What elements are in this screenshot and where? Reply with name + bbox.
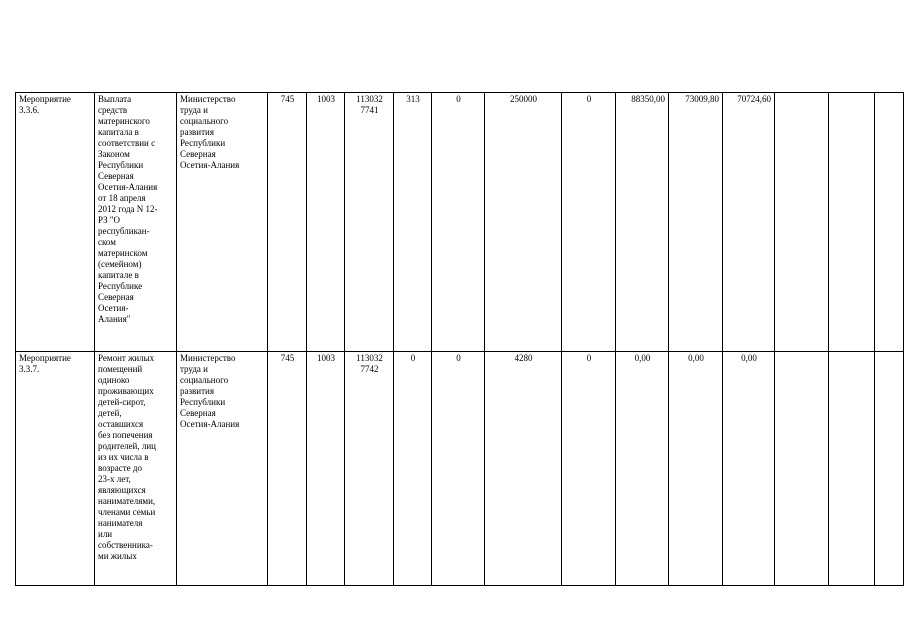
csr-cell: 113032 7741: [345, 93, 394, 352]
table-row: [16, 352, 904, 586]
budget-table: [15, 92, 904, 586]
rzpr-cell: 1003: [307, 93, 345, 352]
grbs-cell: 745: [268, 352, 307, 586]
value-cell: 73009,80: [669, 93, 723, 352]
event-name-cell: Ремонт жилых помещений одиноко проживающих детей-сирот, детей, оставшихся без попечения родителей, лиц из их числа в возрасте до 23-х лет, являющихся нанимателями, членами семьи нанимателя или собственника- ми жилых: [95, 352, 177, 586]
value-cell: [775, 93, 829, 352]
csr-cell: 113032 7742: [345, 352, 394, 586]
value-cell: 0,00: [669, 352, 723, 586]
table-row: [16, 93, 904, 352]
vr-cell: 0: [394, 352, 432, 586]
value-cell: 88350,00: [616, 93, 669, 352]
value-cell: 250000: [485, 93, 562, 352]
event-number-cell: Мероприятие 3.3.6.: [16, 93, 95, 352]
value-cell: 0,00: [616, 352, 669, 586]
value-cell: [775, 352, 829, 586]
event-name-cell: Выплата средств материнского капитала в соответствии с Законом Республики Северная Осетия-Алания от 18 апреля 2012 года N 12- РЗ "О республикан- ском материнском (семейном) капитале в Республике Северная Осетия- Алания": [95, 93, 177, 352]
vr-cell: 313: [394, 93, 432, 352]
executor-cell: Министерство труда и социального развития Республики Северная Осетия-Алания: [177, 352, 268, 586]
value-cell: 0: [432, 93, 485, 352]
value-cell: 0: [432, 352, 485, 586]
value-cell: 70724,60: [723, 93, 775, 352]
value-cell: [875, 352, 904, 586]
value-cell: 0: [562, 93, 616, 352]
value-cell: 0: [562, 352, 616, 586]
value-cell: [875, 93, 904, 352]
value-cell: [829, 352, 875, 586]
event-number-cell: Мероприятие 3.3.7.: [16, 352, 95, 586]
executor-cell: Министерство труда и социального развития Республики Северная Осетия-Алания: [177, 93, 268, 352]
value-cell: 4280: [485, 352, 562, 586]
grbs-cell: 745: [268, 93, 307, 352]
value-cell: 0,00: [723, 352, 775, 586]
value-cell: [829, 93, 875, 352]
rzpr-cell: 1003: [307, 352, 345, 586]
